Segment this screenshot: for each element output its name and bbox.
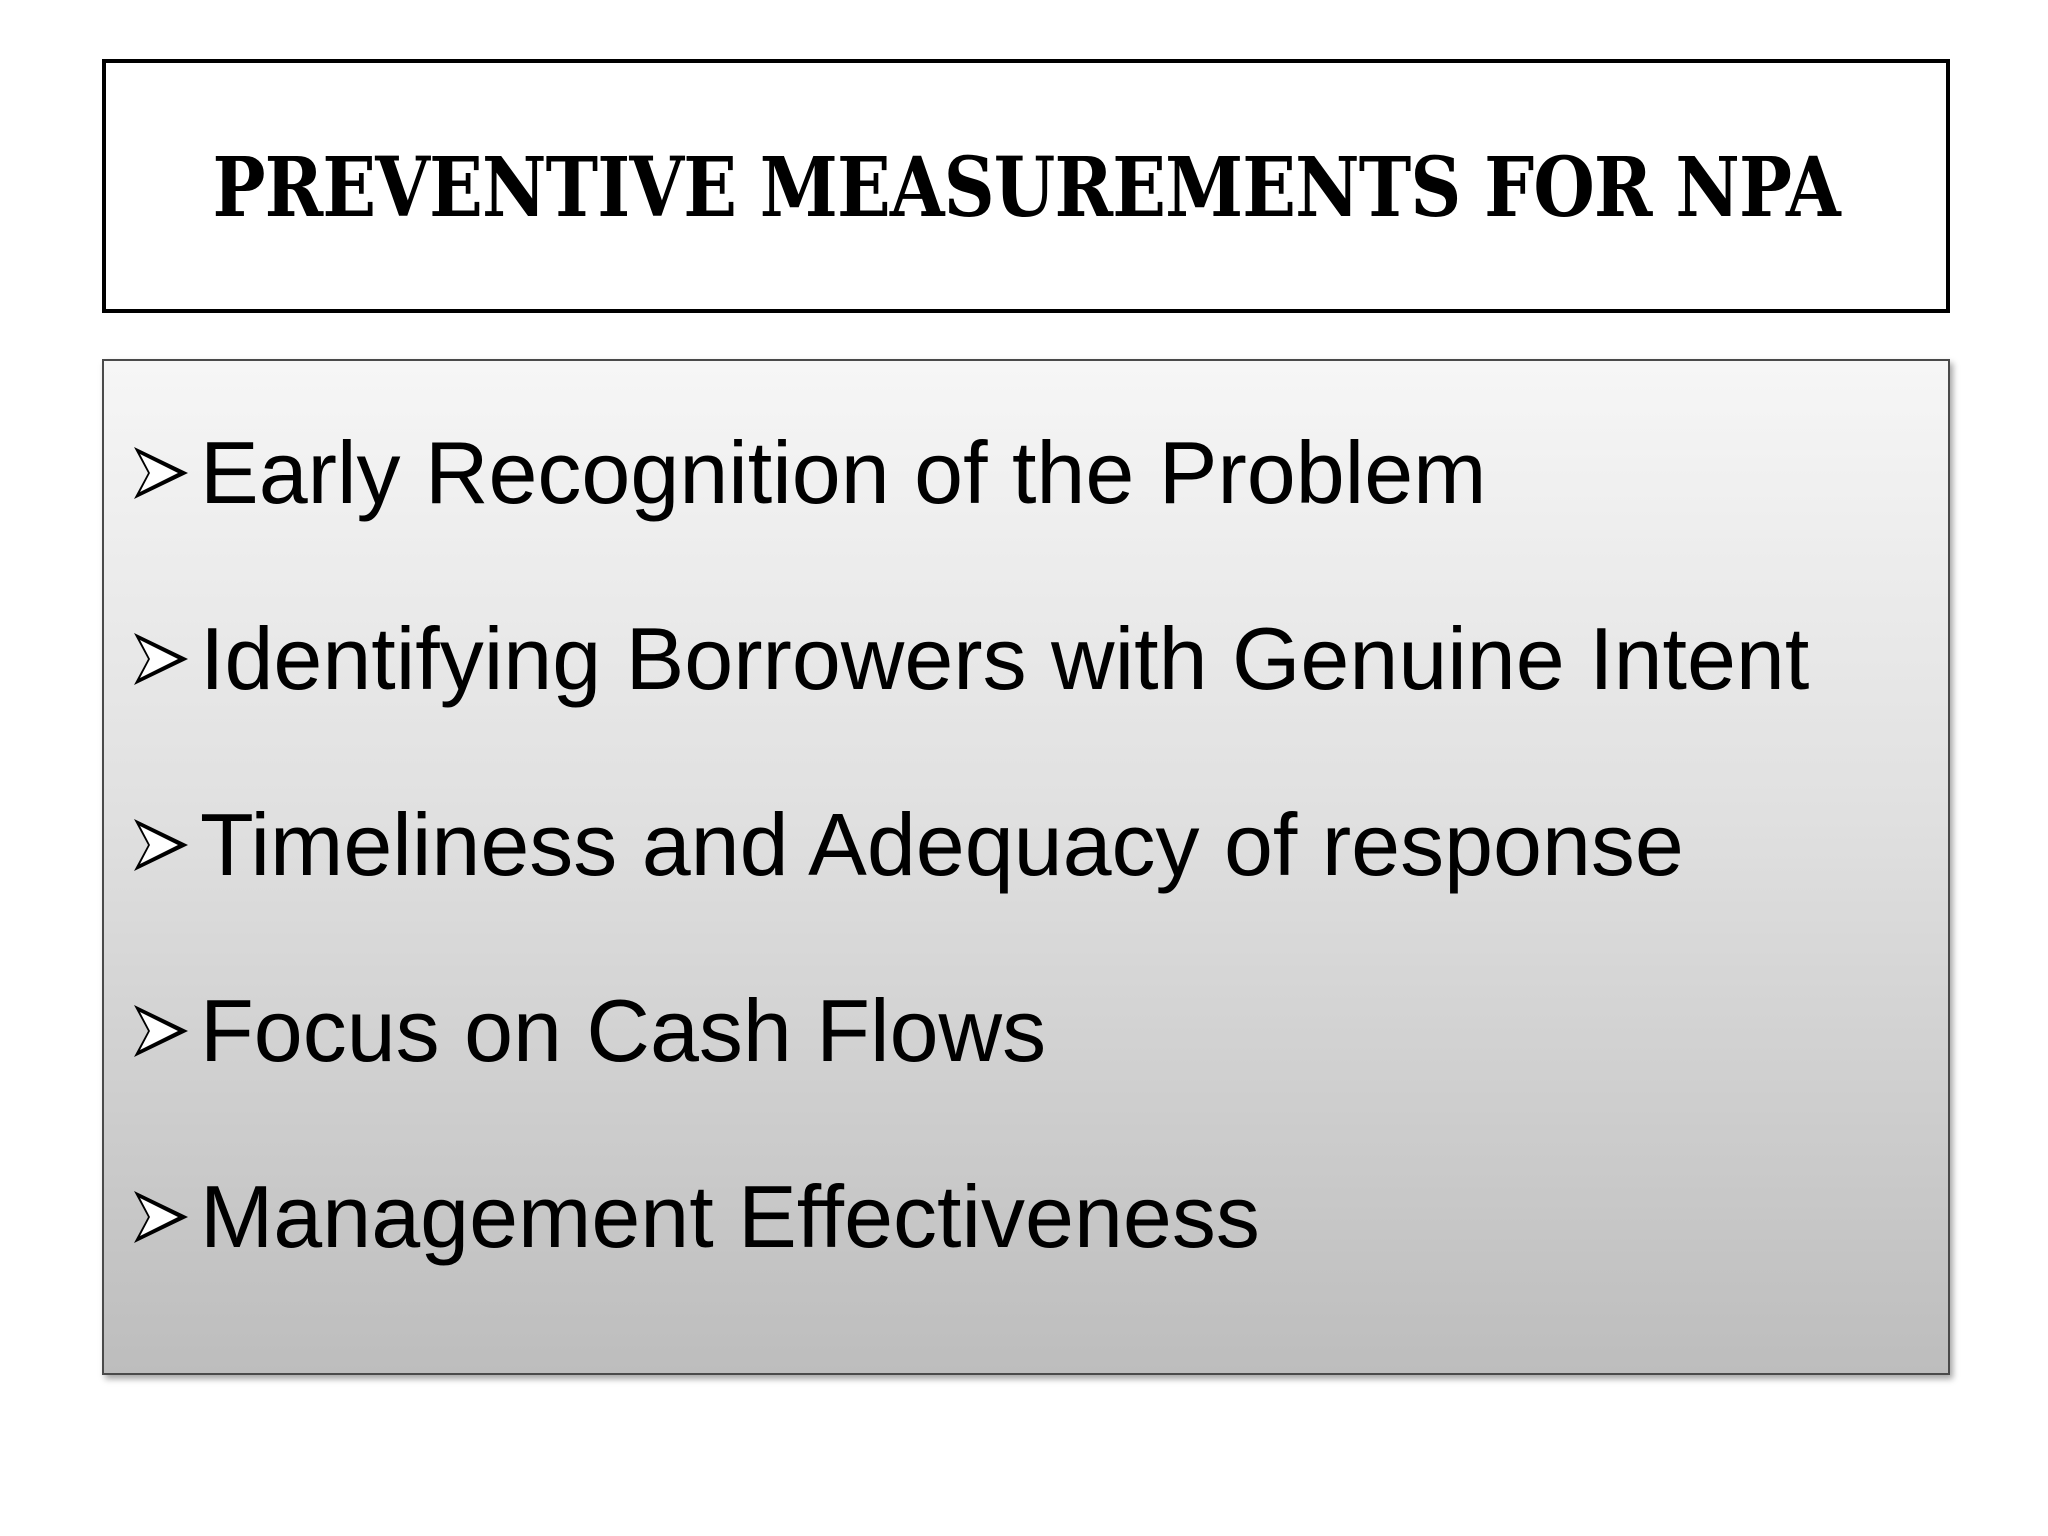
arrow-bullet-icon [130,629,192,689]
list-item-label: Early Recognition of the Problem [200,423,1487,522]
list-item [130,971,1046,1091]
list-item-label: Timeliness and Adequacy of response [200,795,1684,894]
content-panel [102,359,1950,1375]
arrow-bullet-icon [130,815,192,875]
list-item-label: Management Effectiveness [200,1167,1260,1266]
list-item [130,413,1486,533]
list-item [130,785,1684,905]
arrow-bullet-icon [130,1001,192,1061]
list-item [130,1157,1260,1277]
arrow-bullet-icon [130,443,192,503]
slide-title: PREVENTIVE MEASUREMENTS FOR NPA [212,140,1840,236]
arrow-bullet-icon [130,1187,192,1247]
list-item [130,599,1809,719]
list-item-label: Focus on Cash Flows [200,981,1047,1080]
list-item-label: Identifying Borrowers with Genuine Intent [200,609,1810,708]
title-box [102,59,1950,313]
